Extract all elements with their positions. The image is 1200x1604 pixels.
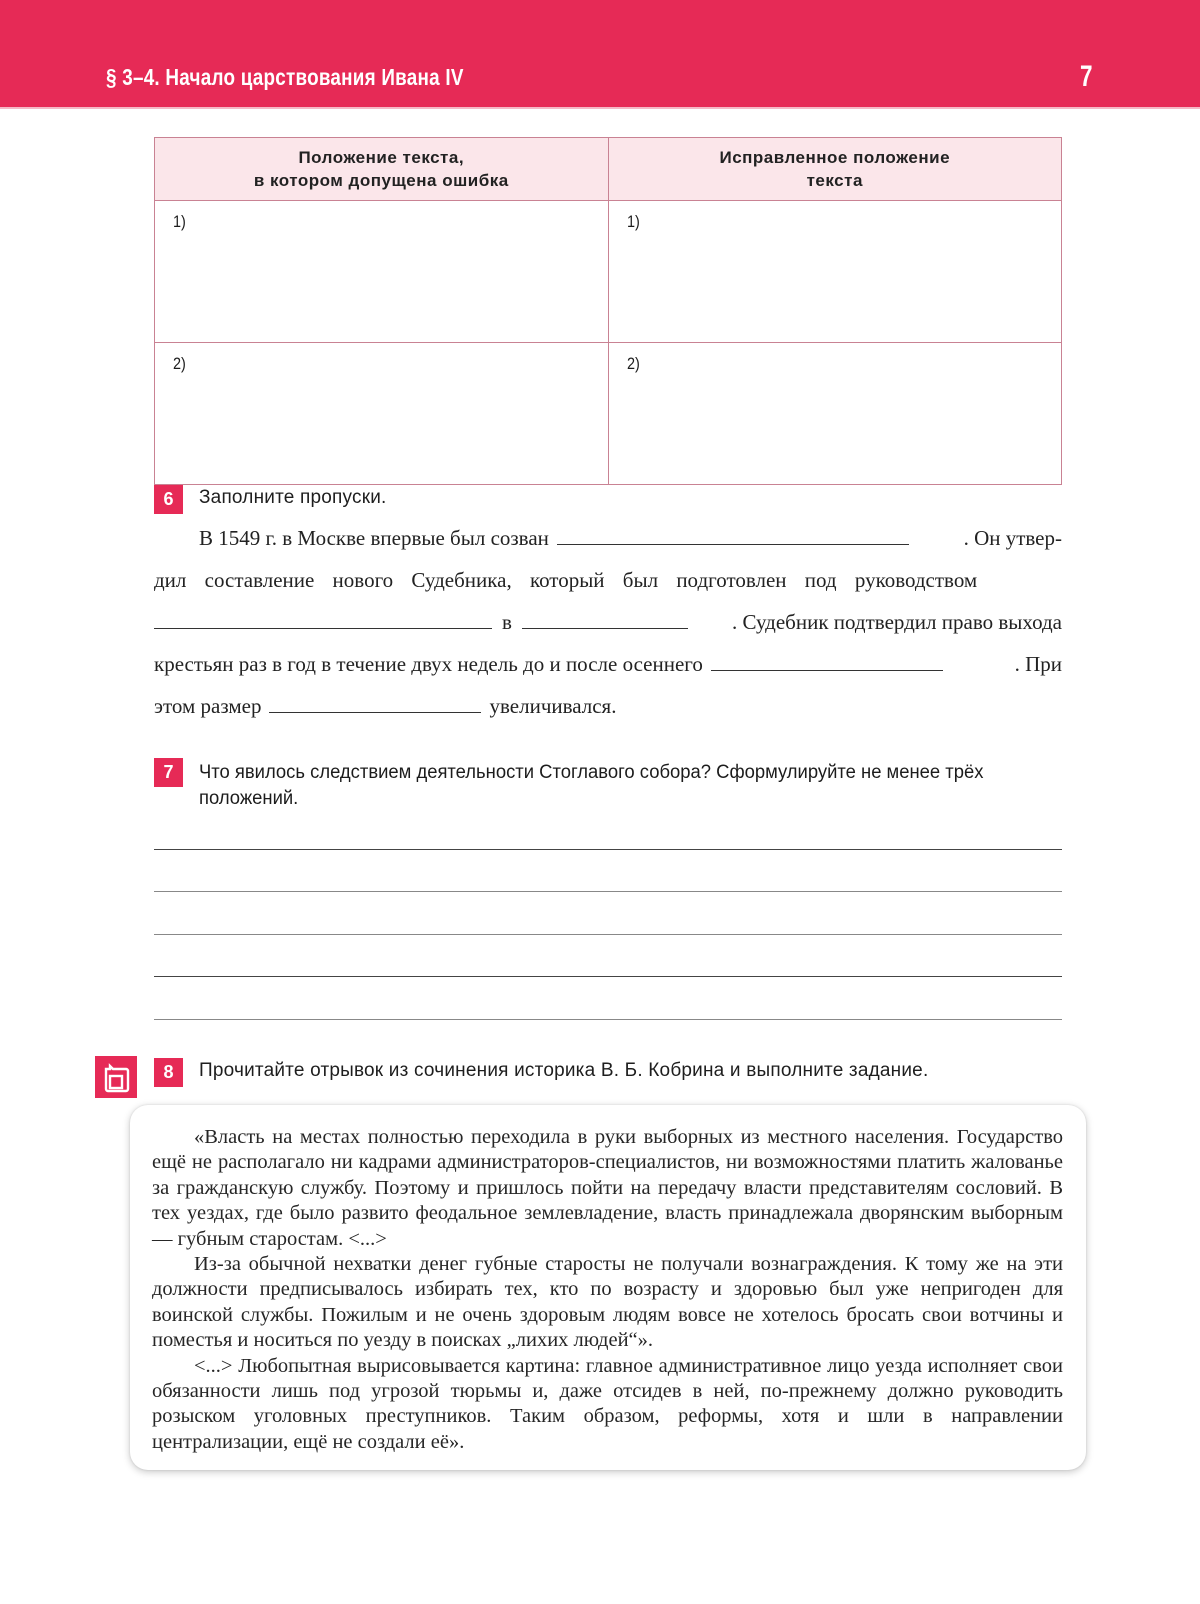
column-header-line: Положение текста, <box>298 148 465 167</box>
fill-text: увеличивался. <box>489 694 617 718</box>
row-number: 2) <box>173 354 186 373</box>
column-header-corrected-text <box>608 138 1062 201</box>
row-number: 2) <box>626 354 640 373</box>
row-number: 1) <box>173 212 186 231</box>
column-header-line: текста <box>806 171 863 190</box>
task-number-badge: 8 <box>154 1058 183 1087</box>
fill-in-line <box>199 526 1062 551</box>
fill-text: дил составление нового Судебника, который был подготовлен под руководством <box>154 568 978 592</box>
blank-field[interactable] <box>154 610 492 629</box>
quote-paragraph: Из-за обычной нехватки денег губные старосты не получали вознаграждения. К тому же на эти должности предписывалось избирать тех, кто по возрасту и здоровью был уже непригоден для воинской службы. Пожилым и не очень здоровым людям вовсе не хотелось бросать свои вотчины и поместья и носиться по уезду в поисках „лихих людей“». <box>152 1253 1063 1352</box>
fill-text: . Он утвер- <box>963 526 1062 550</box>
answer-line[interactable] <box>154 976 1062 977</box>
answer-line[interactable] <box>154 849 1062 850</box>
quote-paragraph: «Власть на местах полностью переходила в руки выборных из местного населения. Государство ещё не располагало ни кадрами администраторов-специалистов, ни возможностями платить жалованье за гражданскую службу. Поэтому и пришлось пойти на передачу власти представителям сословий. В тех уездах, где было развито феодальное землевладение, власть принадлежала дворянским выборным — губным старостам. <...> <box>152 1126 1063 1250</box>
source-document-icon <box>95 1056 137 1098</box>
error-correction-table <box>154 137 1062 485</box>
task-number-badge: 7 <box>154 758 183 787</box>
task-title: Прочитайте отрывок из сочинения историка В. Б. Кобрина и выполните задание. <box>199 1060 929 1081</box>
answer-cell[interactable] <box>155 343 609 485</box>
table-row <box>155 201 1062 343</box>
blank-field[interactable] <box>522 610 688 629</box>
fill-in-line <box>154 652 1062 677</box>
fill-text: В 1549 г. в Москве впервые был созван <box>199 526 549 550</box>
fill-text: . При <box>1014 652 1062 676</box>
task-title: Что явилось следствием деятельности Стоглавого собора? Сформулируйте не менее трёх положений. <box>199 762 984 809</box>
answer-line[interactable] <box>154 934 1062 935</box>
column-header-line: в котором допущена ошибка <box>253 171 509 190</box>
fill-in-line <box>154 568 1062 593</box>
fill-text: этом размер <box>154 694 262 718</box>
historian-quote <box>152 1125 1063 1455</box>
column-header-error-text <box>155 138 609 201</box>
answer-line[interactable] <box>154 891 1062 892</box>
fill-in-line <box>154 694 1062 719</box>
blank-field[interactable] <box>269 694 481 713</box>
fill-in-line <box>154 610 1062 635</box>
column-header-line: Исправленное положение <box>719 148 951 167</box>
fill-text: . Судебник подтвердил право выхода <box>732 610 1062 634</box>
answer-cell[interactable] <box>155 201 609 343</box>
quote-paragraph: <...> Любопытная вырисовывается картина: главное административное лицо уезда исполняет свои обязанности лишь под угрозой тюрьмы и, даже отсидев в ней, по-прежнему должно руководить розыском уголовных преступников. Таким образом, реформы, хотя и шли в направлении централизации, ещё не создали её». <box>152 1354 1063 1453</box>
answer-cell[interactable] <box>608 201 1062 343</box>
fill-text: в <box>502 610 512 634</box>
answer-cell[interactable] <box>608 343 1062 485</box>
section-title: § 3–4. Начало царствования Ивана IV <box>106 64 464 90</box>
table-row <box>155 343 1062 485</box>
task-title: Заполните пропуски. <box>199 487 387 508</box>
answer-line[interactable] <box>154 1019 1062 1020</box>
blank-field[interactable] <box>557 526 909 545</box>
page-header <box>0 0 1200 109</box>
task-number-badge: 6 <box>154 485 183 514</box>
blank-field[interactable] <box>711 652 943 671</box>
row-number: 1) <box>626 212 640 231</box>
page-number: 7 <box>1080 60 1093 93</box>
fill-text: крестьян раз в год в течение двух недель до и после осеннего <box>154 652 703 676</box>
